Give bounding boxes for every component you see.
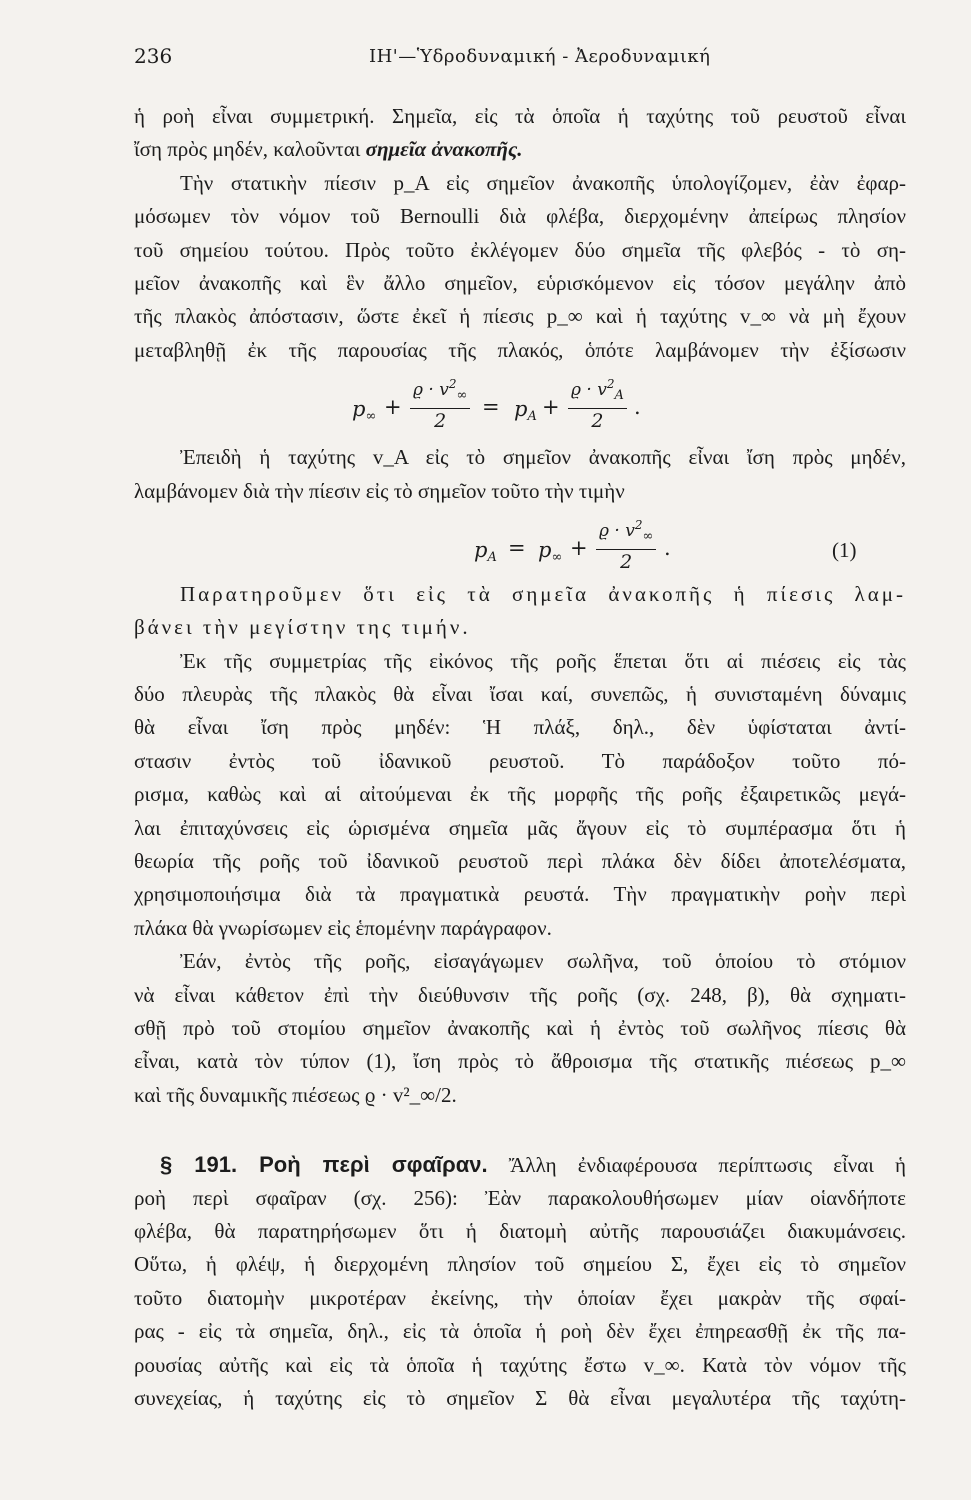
text-line: ροὴ περὶ σφαῖραν (σχ. 256): Ἐὰν παρακολουθήσωμεν μίαν οἱανδήποτε	[134, 1185, 906, 1210]
paragraph-2	[134, 167, 906, 367]
text-line: τοῦτο διατομὴν μικροτέραν ἐκείνης, τὴν ὁποίαν ἔχει μακρὰν τῆς σφαί-	[134, 1285, 906, 1310]
text-line: λαι ἐπιταχύνσεις εἰς ὡρισμένα σημεῖα μᾶς ἄγουν εἰς τὸ συμπέρασμα ὅτι ἡ	[134, 815, 906, 840]
text-line: εἶναι, κατὰ τὸν τύπον (1), ἴση πρὸς τὸ ἄθροισμα τῆς στατικῆς πιέσεως p_∞	[134, 1049, 906, 1074]
eq-period: .	[664, 535, 671, 560]
text-line	[134, 133, 906, 166]
text-fragment: Ἄλλη ἐνδιαφέρουσα περίπτωσις εἶναι ἡ	[508, 1153, 906, 1178]
text-line: μεταβληθῇ ἐκ τῆς παρουσίας τῆς πλακός, ὁπότε λαμβάνομεν τὴν ἐξίσωσιν	[134, 337, 906, 362]
section-heading: § 191. Ροὴ περὶ σφαῖραν.	[160, 1152, 488, 1178]
text-line: Οὕτω, ἡ φλέψ, ἡ διερχομένη πλησίον τοῦ σημείου Σ, ἔχει εἰς τὸ σημεῖον	[134, 1252, 906, 1277]
section-191	[134, 1148, 906, 1415]
eq-plus: +	[570, 535, 588, 560]
eq-term: $p_A$	[474, 537, 497, 565]
paragraph-3	[134, 441, 906, 508]
term-stagnation-points: σημεῖα ἀνακοπῆς.	[365, 137, 523, 162]
paragraph-1	[134, 100, 906, 167]
paragraph-6	[134, 945, 906, 1112]
text-line: τῆς πλακὸς ἀπόστασιν, ὥστε ἐκεῖ ἡ πίεσις p_∞ καὶ ἡ ταχύτης v_∞ νὰ μὴ ἔχουν	[134, 304, 906, 329]
text-line: ἡ ροὴ εἶναι συμμετρική. Σημεῖα, εἰς τὰ ὁποῖα ἡ ταχύτης τοῦ ρευστοῦ εἶναι	[134, 104, 906, 128]
stagnation-pressure-equation	[134, 508, 906, 578]
text-line: δύο πλευρὰς τῆς πλακὸς θὰ εἶναι ἴσαι καί, συνεπῶς, ἡ συνισταμένη δύναμις	[134, 682, 906, 707]
equation-number: (1)	[832, 537, 857, 562]
text-line: χρησιμοποιήσιμα διὰ τὰ πραγματικὰ ρευστά. Τὴν πραγματικὴν ροὴν περὶ	[134, 882, 906, 907]
body-text	[134, 100, 906, 1415]
text-line: συνεχείας, ἡ ταχύτης εἰς τὸ σημεῖον Σ θὰ εἶναι μεγαλυτέρα τῆς ταχύτη-	[134, 1385, 906, 1410]
paragraph-4	[134, 578, 906, 645]
text-line: λαμβάνομεν διὰ τὴν πίεσιν εἰς τὸ σημεῖον τοῦτο τὴν τιμὴν	[134, 478, 625, 503]
page-number: 236	[134, 44, 173, 68]
text-line: ρουσίας αὐτῆς καὶ εἰς τὰ ὁποῖα ἡ ταχύτης ἔστω v_∞. Κατὰ τὸν νόμον τῆς	[134, 1352, 906, 1377]
eq-equals: =	[508, 535, 526, 560]
text-line: σθῇ πρὸ τοῦ στομίου σημεῖον ἀνακοπῆς καὶ ἡ ἐντὸς τοῦ σωλῆνος πίεσις θὰ	[134, 1015, 906, 1040]
text-line: πλάκα θὰ γνωρίσωμεν εἰς ἑπομένην παράγραφον.	[134, 915, 552, 940]
text-line: μεῖον ἀνακοπῆς καὶ ἓν ἄλλο σημεῖον, εὑρισκόμενον εἰς τόσον μεγάλην ἀπὸ	[134, 270, 906, 295]
eq-fraction: $\frac{ϱ \cdot v^2_A}{2}$	[568, 373, 627, 433]
text-line: μόσωμεν τὸν νόμον τοῦ Bernoulli διὰ φλέβα, διερχομένην ἀπείρως πλησίον	[134, 204, 906, 229]
text-line: καὶ τῆς δυναμικῆς πιέσεως ϱ · v²_∞/2.	[134, 1082, 457, 1107]
text-line: θεωρία τῆς ροῆς τοῦ ἰδανικοῦ ρευστοῦ περὶ πλάκα δὲν δίδει ἀποτελέσματα,	[134, 849, 906, 874]
eq-term: $p_\infty$	[352, 397, 377, 425]
text-line: Ἐκ τῆς συμμετρίας τῆς εἰκόνος τῆς ροῆς ἕπεται ὅτι αἱ πιέσεις εἰς τὰς	[180, 648, 906, 673]
text-line	[134, 1148, 906, 1181]
running-head: ΙΗ'—Ὑδροδυναμική - Ἀεροδυναμική	[369, 46, 711, 67]
text-line: Τὴν στατικὴν πίεσιν p_A εἰς σημεῖον ἀνακοπῆς ὑπολογίζομεν, ἐὰν ἐφαρ-	[180, 170, 906, 195]
eq-equals: =	[482, 395, 500, 420]
text-fragment: ἴση πρὸς μηδέν, καλοῦνται	[134, 137, 366, 162]
text-line: ρισμα, καθὼς καὶ αἱ αἰτούμεναι ἐκ τῆς μορφῆς τῆς ροῆς ἐξαιρετικῶς μεγά-	[134, 782, 906, 807]
eq-term: $p_\infty$	[538, 537, 563, 565]
bernoulli-equation	[134, 367, 906, 441]
text-line: βάνει τὴν μεγίστην της τιμήν.	[134, 615, 471, 640]
text-line: Ἐπειδὴ ἡ ταχύτης v_A εἰς τὸ σημεῖον ἀνακοπῆς εἶναι ἴση πρὸς μηδέν,	[180, 445, 906, 470]
eq-fraction: $\frac{ϱ \cdot v^2_\infty}{2}$	[596, 514, 656, 574]
eq-term: $p_A$	[514, 397, 537, 425]
eq-period: .	[634, 395, 641, 420]
text-line: στασιν ἐντὸς τοῦ ἰδανικοῦ ρευστοῦ. Τὸ παράδοξον τοῦτο πό-	[134, 748, 906, 773]
page-header	[134, 44, 904, 74]
eq-fraction: $\frac{ϱ \cdot v^2_\infty}{2}$	[410, 373, 470, 433]
text-line: θὰ εἶναι ἴση πρὸς μηδέν: Ἡ πλάξ, δηλ., δὲν ὑφίσταται ἀντί-	[134, 715, 906, 740]
text-line: Ἐάν, ἐντὸς τῆς ροῆς, εἰσαγάγωμεν σωλῆνα, τοῦ ὁποίου τὸ στόμιον	[180, 949, 906, 974]
text-line: τοῦ σημείου τούτου. Πρὸς τοῦτο ἐκλέγομεν δύο σημεῖα τῆς φλεβός - τὸ ση-	[134, 237, 906, 262]
section-spacer	[134, 1112, 906, 1148]
paragraph-5	[134, 645, 906, 946]
text-line: Παρατηροῦμεν ὅτι εἰς τὰ σημεῖα ἀνακοπῆς ἡ πίεσις λαμ-	[180, 581, 906, 606]
text-line: νὰ εἶναι κάθετον ἐπὶ τὴν διεύθυνσιν τῆς ροῆς (σχ. 248, β), θὰ σχηματι-	[134, 982, 906, 1007]
text-line: ρας - εἰς τὰ σημεῖα, δηλ., εἰς τὰ ὁποῖα ἡ ροὴ δὲν ἔχει ἐπηρεασθῇ ἐκ τῆς πα-	[134, 1319, 906, 1344]
text-line: φλέβα, θὰ παρατηρήσωμεν ὅτι ἡ διατομὴ αὐτῆς παρουσιάζει διακυμάνσεις.	[134, 1218, 906, 1243]
eq-plus: +	[542, 395, 560, 420]
eq-plus: +	[384, 395, 402, 420]
